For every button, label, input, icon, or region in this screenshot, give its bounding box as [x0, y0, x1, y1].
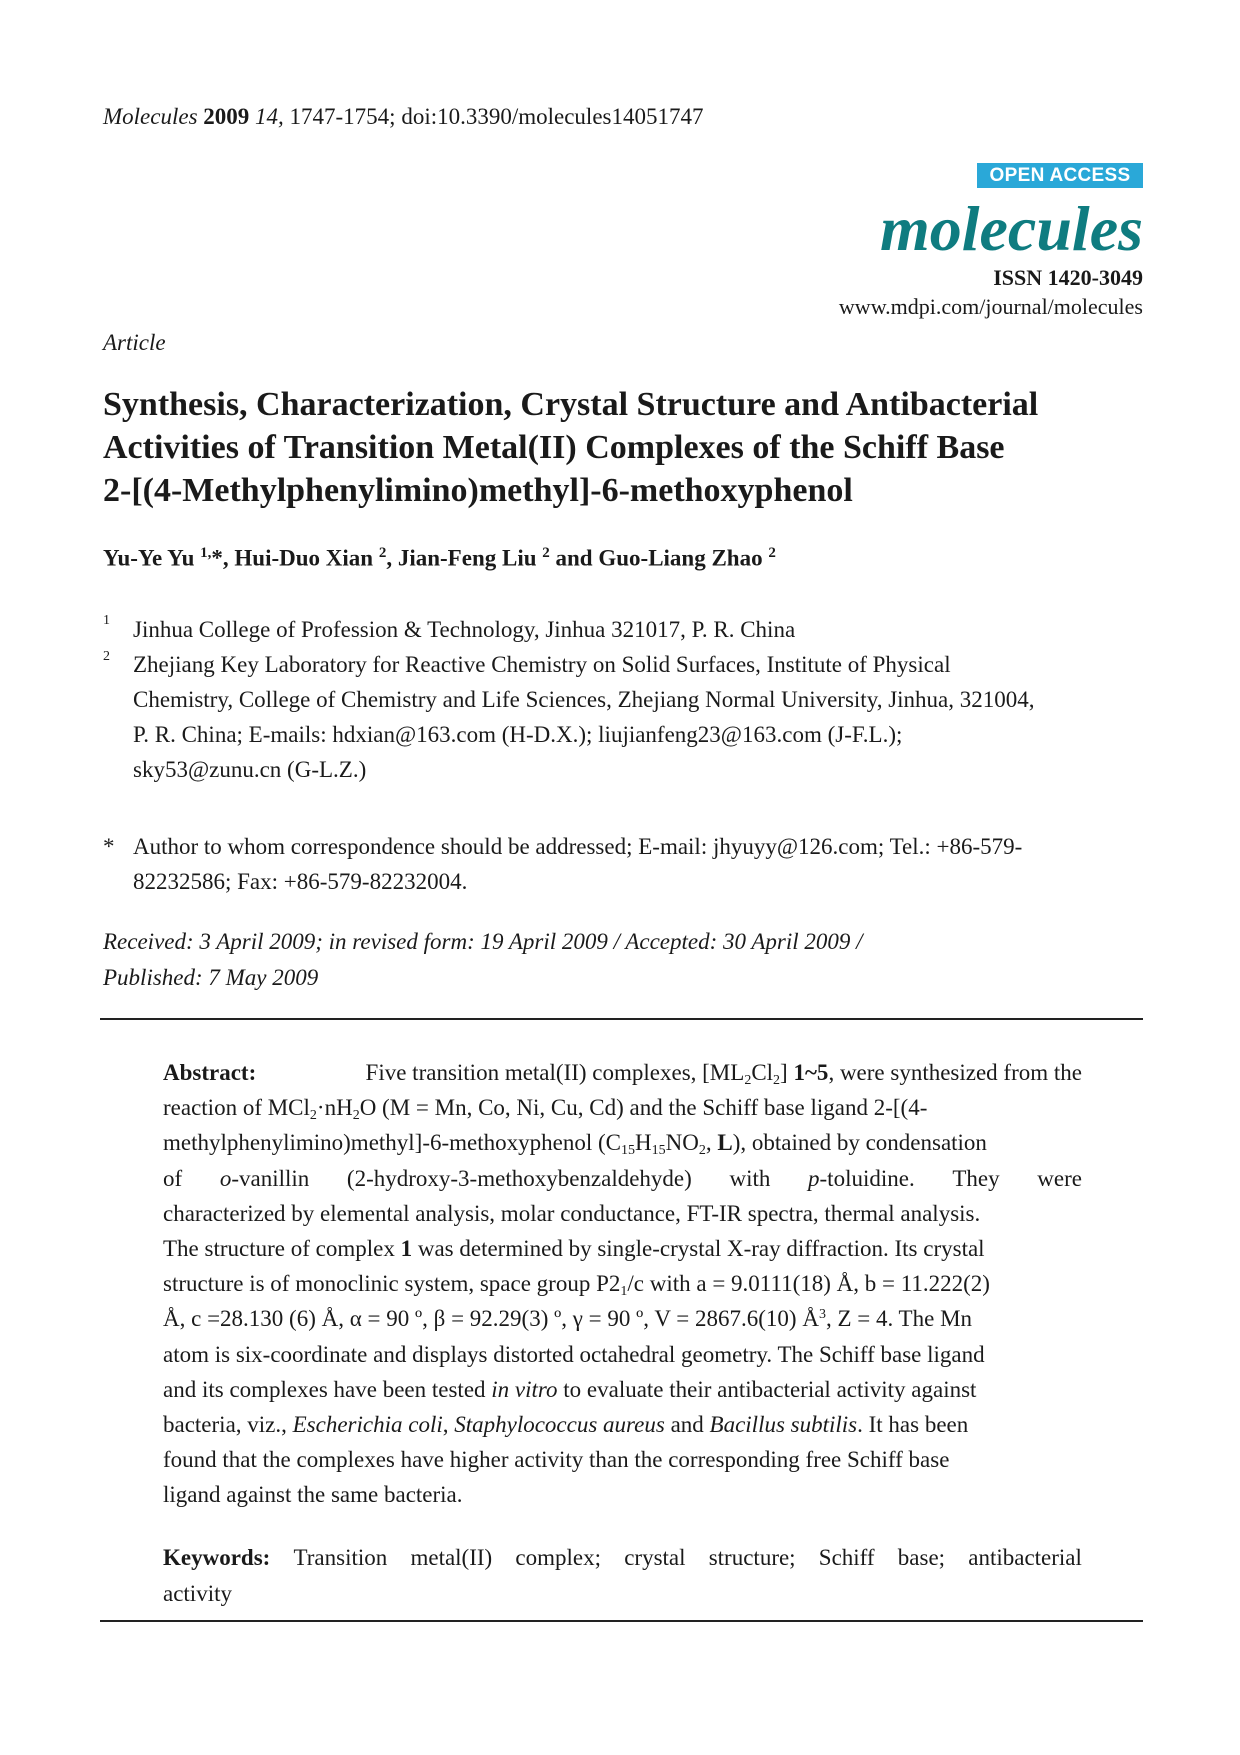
abstract-text: The structure of complex 1 was determined by single-crystal X-ray diffraction. Its crystal — [163, 1235, 985, 1261]
affiliation-2 — [133, 647, 1143, 787]
keyword-word: base; — [897, 1545, 946, 1570]
abstract-text: methylphenylimino)methyl]-6-methoxyphenol ($C_{15}H_{15}NO_2$, L), obtained by condensation — [163, 1130, 987, 1159]
top-divider — [100, 1018, 1143, 1020]
abstract-text: Five transition metal(II) complexes, $[ML_2Cl_2]$ 1~5, were synthesized from the — [365, 1060, 1082, 1088]
pub-year: 2009 — [203, 104, 250, 129]
abstract-text: bacteria, viz., Escherichia coli, Staphylococcus aureus and Bacillus subtilis. It has been — [163, 1411, 969, 1437]
abstract-text: structure is of monoclinic system, space group $P2_1/c$ with a = 9.0111(18) Å, b = 11.222(2) — [163, 1271, 990, 1300]
author-list — [103, 545, 776, 572]
journal-url[interactable]: www.mdpi.com/journal/molecules — [838, 294, 1143, 319]
correspondence-line: 82232586; Fax: +86-579-82232004. — [133, 869, 468, 894]
abstract-word: They — [952, 1165, 1000, 1191]
abstract-text: and its complexes have been tested in vitro to evaluate their antibacterial activity against — [163, 1376, 977, 1402]
abstract-text: characterized by elemental analysis, molar conductance, FT-IR spectra, thermal analysis. — [163, 1200, 981, 1226]
abstract-word: o-vanillin — [219, 1165, 310, 1191]
title-line: Activities of Transition Metal(II) Complexes of the Schiff Base — [103, 429, 1005, 466]
abstract-line — [163, 1337, 1082, 1372]
dates-line: Received: 3 April 2009; in revised form: 19 April 2009 / Accepted: 30 April 2009 / — [103, 929, 863, 954]
abstract-line — [163, 1372, 1082, 1407]
abstract-line — [163, 1266, 1082, 1301]
bottom-divider — [100, 1620, 1143, 1622]
abstract-text: ligand against the same bacteria. — [163, 1482, 463, 1508]
abstract-word: of — [163, 1165, 183, 1191]
abstract-word: were — [1037, 1165, 1082, 1191]
pages-doi: 1747-1754; doi:10.3390/molecules14051747 — [289, 104, 704, 129]
article-type: Article — [103, 330, 166, 355]
open-access-badge: OPEN ACCESS — [977, 163, 1143, 188]
author-affil-ref: 2 — [768, 545, 776, 561]
correspondence-note — [133, 829, 1143, 899]
abstract-line — [163, 1161, 1082, 1196]
keyword-word: complex; — [515, 1545, 601, 1570]
affiliation-line: sky53@zunu.cn (G-L.Z.) — [133, 757, 367, 782]
author-name: , Jian-Feng Liu — [386, 545, 537, 571]
author-affil-ref: 1, — [200, 545, 212, 561]
affiliation-line: P. R. China; E-mails: hdxian@163.com (H-D.X.); liujianfeng23@163.com (J-F.L.); — [133, 722, 903, 747]
abstract-word: p-toluidine. — [808, 1165, 915, 1191]
journal-citation — [103, 104, 703, 130]
keyword-word: antibacterial — [968, 1545, 1082, 1570]
keywords-line — [163, 1540, 1082, 1576]
keyword-word: Transition — [293, 1545, 388, 1570]
affiliation-line: Zhejiang Key Laboratory for Reactive Chemistry on Solid Surfaces, Institute of Physical — [133, 652, 951, 677]
abstract-text: reaction of $MCl_2\cdot nH_2O$ (M = Mn, Co, Ni, Cu, Cd) and the Schiff base ligand 2-[(4- — [163, 1095, 928, 1124]
author-name: Hui-Duo Xian — [234, 545, 374, 571]
paper-title — [103, 383, 1153, 512]
title-line: 2-[(4-Methylphenylimino)methyl]-6-methoxyphenol — [103, 472, 853, 509]
abstract-label: Abstract: — [163, 1060, 257, 1085]
keywords-line: activity — [163, 1581, 232, 1606]
keyword-word: structure; — [708, 1545, 796, 1570]
abstract — [163, 1055, 1082, 1512]
correspondence-star: * — [103, 834, 115, 859]
affiliation-number: 1 — [103, 613, 110, 628]
journal-abbrev: Molecules — [103, 104, 198, 129]
title-line: Synthesis, Characterization, Crystal Structure and Antibacterial — [103, 386, 1039, 423]
abstract-text: atom is six-coordinate and displays distorted octahedral geometry. The Schiff base ligand — [163, 1341, 985, 1367]
keyword-word: metal(II) — [410, 1545, 493, 1570]
author-name: and Guo-Liang Zhao — [555, 545, 763, 571]
abstract-line — [163, 1196, 1082, 1231]
abstract-word: with — [729, 1165, 771, 1191]
abstract-line — [163, 1301, 1082, 1336]
abstract-text: Å, c =28.130 (6) Å, α = 90 º, β = 92.29(3) º, γ = 90 º, V = 2867.6(10) $Å^3$, Z = 4. The Mn — [163, 1306, 973, 1332]
keywords-label: Keywords: — [163, 1545, 271, 1570]
affiliation-number: 2 — [103, 649, 110, 664]
correspondence-line: Author to whom correspondence should be addressed; E-mail: jhyuyy@126.com; Tel.: +86-579- — [133, 834, 1023, 859]
abstract-line — [163, 1231, 1082, 1266]
abstract-line — [163, 1477, 1082, 1512]
author-affil-ref: 2 — [542, 545, 550, 561]
abstract-line — [163, 1442, 1082, 1477]
abstract-word: (2-hydroxy-3-methoxybenzaldehyde) — [346, 1165, 692, 1191]
dates-line: Published: 7 May 2009 — [103, 965, 319, 990]
keywords — [163, 1540, 1082, 1612]
volume: 14, — [255, 104, 284, 129]
affiliation-line: Chemistry, College of Chemistry and Life Sciences, Zhejiang Normal University, Jinhua, 321004, — [133, 687, 1035, 712]
abstract-line — [163, 1055, 1082, 1090]
abstract-line — [163, 1125, 1082, 1160]
author-star: *, — [211, 545, 229, 571]
abstract-line — [163, 1407, 1082, 1442]
affiliation-1: Jinhua College of Profession & Technology, Jinhua 321017, P. R. China — [133, 617, 796, 642]
keyword-word: crystal — [624, 1545, 686, 1570]
abstract-line — [163, 1090, 1082, 1125]
issn: ISSN 1420-3049 — [993, 265, 1143, 290]
abstract-text: found that the complexes have higher activity than the corresponding free Schiff base — [163, 1447, 950, 1473]
publication-dates — [103, 924, 863, 996]
journal-logo: molecules — [879, 193, 1143, 264]
keyword-word: Schiff — [818, 1545, 875, 1570]
author-affil-ref: 2 — [378, 545, 387, 561]
author-name: Yu-Ye Yu — [103, 545, 195, 571]
